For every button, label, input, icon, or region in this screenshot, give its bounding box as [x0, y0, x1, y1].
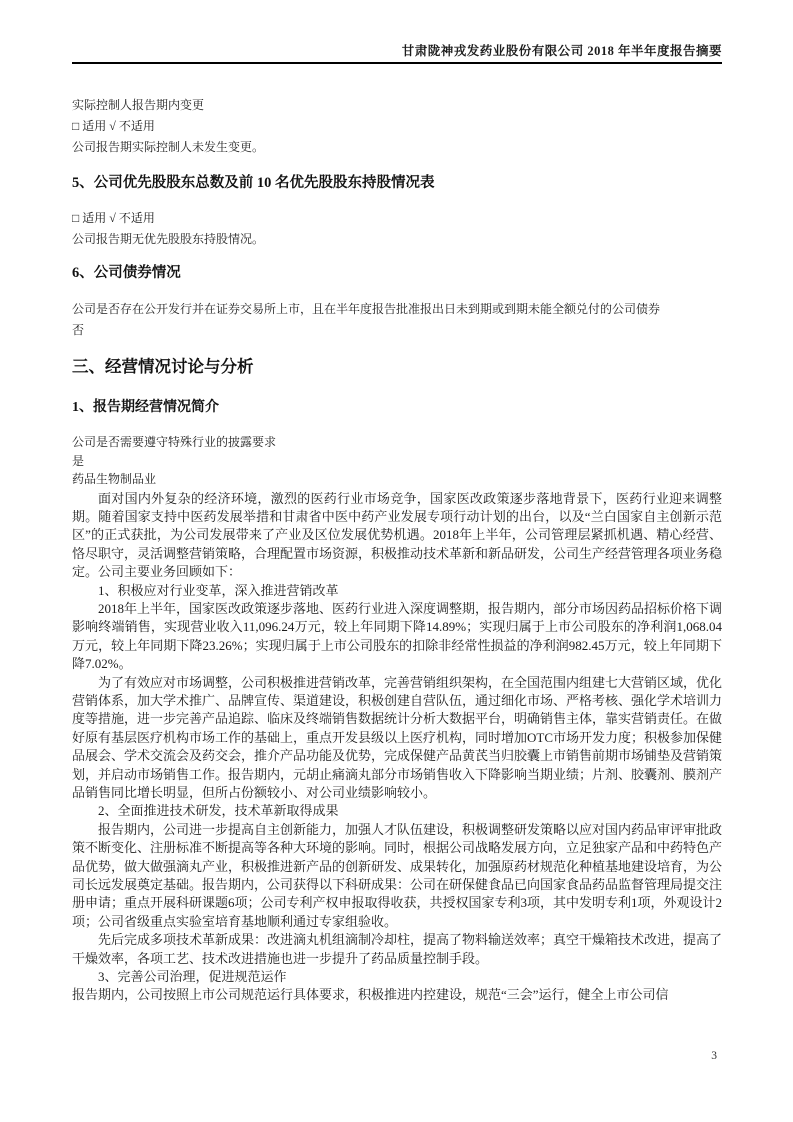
special-industry-answer: 是: [72, 453, 85, 468]
page-number: 3: [711, 1050, 717, 1062]
controller-applicability-line: □ 适用 √ 不适用: [72, 119, 155, 133]
controller-change-title: 实际控制人报告期内变更: [72, 98, 205, 112]
document-body: [72, 90, 722, 1005]
paragraph-financial-results: 2018年上半年，国家医改政策逐步落地、医药行业进入深度调整期，报告期内，部分市场因药品招标价格下调影响终端销售，实现营业收入11,096.24万元，较上年同期下降14.89%；实现归属于上市公司股东的净利润1,068.04万元，较上年同期下降23.26%；实现归属于上市公司股东的扣除非经常性损益的净利润982.45万元，较上年同期下降7.02%。: [72, 600, 723, 672]
paragraph-tech-innovation: 先后完成多项技术革新成果：改进滴丸机组滴制冷却柱，提高了物料输送效率；真空干燥箱技术改进，提高了干燥效率，各项工艺、技术改进措施也进一步提升了药品质量控制手段。: [72, 932, 723, 966]
section-6-question: 公司是否存在公开发行并在证券交易所上市，且在半年度报告批准报出日未到期或到期未能全额兑付的公司债券: [72, 302, 661, 316]
paragraph-item-2-title: 2、全面推进技术研发，技术革新取得成果: [98, 803, 339, 819]
part-3-sub-heading: 1、报告期经营情况简介: [72, 400, 219, 415]
paragraph-overview: 面对国内外复杂的经济环境，激烈的医药行业市场竞争，国家医改政策逐步落地背景下，医药行业迎来调整期。随着国家支持中医药发展举措和甘肃省中医中药产业发展专项行动计划的出台，以及“兰白国家自主创新示范区”的正式获批，为公司发展带来了产业及区位发展优势机遇。2018年上半年，公司管理层紧抓机遇、精心经营、恪尽职守，灵活调整营销策略，合理配置市场资源，积极推动技术革新和新品研发，公司生产经营管理各项业务稳定。公司主要业务回顾如下：: [72, 490, 723, 580]
paragraph-rnd-results: 报告期内，公司进一步提高自主创新能力，加强人才队伍建设，积极调整研发策略以应对国内药品审评审批政策不断变化、注册标准不断提高等各种大环境的影响。同时，根据公司战略发展方向，立足独家产品和中药特色产品优势，做大做强滴丸产业，积极推进新产品的创新研发、成果转化，加强原药材规范化种植基地建设培育，为公司长远发展奠定基础。报告期内，公司获得以下科研成果：公司在研保健食品已向国家食品药品监督管理局提交注册申请；重点开展科研课题6项；公司专利产权申报取得收获，共授权国家专利3项，其中发明专利1项，外观设计2项；公司省级重点实验室培育基地顺利通过专家组验收。: [72, 821, 723, 929]
paragraph-item-3-title: 3、完善公司治理，促进规范运作: [98, 969, 287, 985]
part-3-heading: 三、经营情况讨论与分析: [72, 357, 254, 376]
paragraph-governance: 报告期内，公司按照上市公司规范运行具体要求，积极推进内控建设，规范“三会”运行，健全上市公司信: [72, 987, 669, 1003]
section-5-note: 公司报告期无优先股股东持股情况。: [72, 232, 265, 246]
discussion-paragraphs: [72, 490, 722, 1005]
section-5-applicability-line: □ 适用 √ 不适用: [72, 211, 155, 225]
industry-name: 药品生物制品业: [72, 472, 157, 486]
section-6-heading: 6、公司债券情况: [72, 265, 181, 281]
controller-note: 公司报告期实际控制人未发生变更。: [72, 140, 265, 154]
paragraph-marketing-reform: 为了有效应对市场调整，公司积极推进营销改革，完善营销组织架构，在全国范围内组建七大营销区域，优化营销体系，加大学术推广、品牌宣传、渠道建设，积极创建自营队伍，通过细化市场、严格考核、强化学术培训力度等措施，进一步完善产品追踪、临床及终端销售数据统计分析大数据平台，明确销售主体，靠实营销责任。在做好原有基层医疗机构市场工作的基础上，重点开发县级以上医疗机构，同时增加OTC市场开发力度；积极参加保健品展会、学术交流会及药交会，推介产品功能及优势，完成保健产品黄芪当归胶囊上市销售前期市场铺垫及营销策划，并启动市场销售工作。报告期内，元胡止痛滴丸部分市场销售收入下降影响当期业绩；片剂、胶囊剂、膜剂产品销售同比增长明显，但所占份额较小、对公司业绩影响较小。: [72, 674, 723, 800]
section-6-answer: 否: [72, 323, 85, 337]
special-industry-question: 公司是否需要遵守特殊行业的披露要求: [72, 435, 277, 449]
section-5-heading: 5、公司优先股股东总数及前 10 名优先股股东持股情况表: [72, 175, 435, 191]
header-title: 甘肃陇神戎发药业股份有限公司 2018 年半年度报告摘要: [401, 44, 722, 58]
page-header: [72, 44, 722, 64]
paragraph-item-1-title: 1、积极应对行业变革，深入推进营销改革: [98, 582, 339, 598]
page-footer: [711, 1050, 717, 1062]
